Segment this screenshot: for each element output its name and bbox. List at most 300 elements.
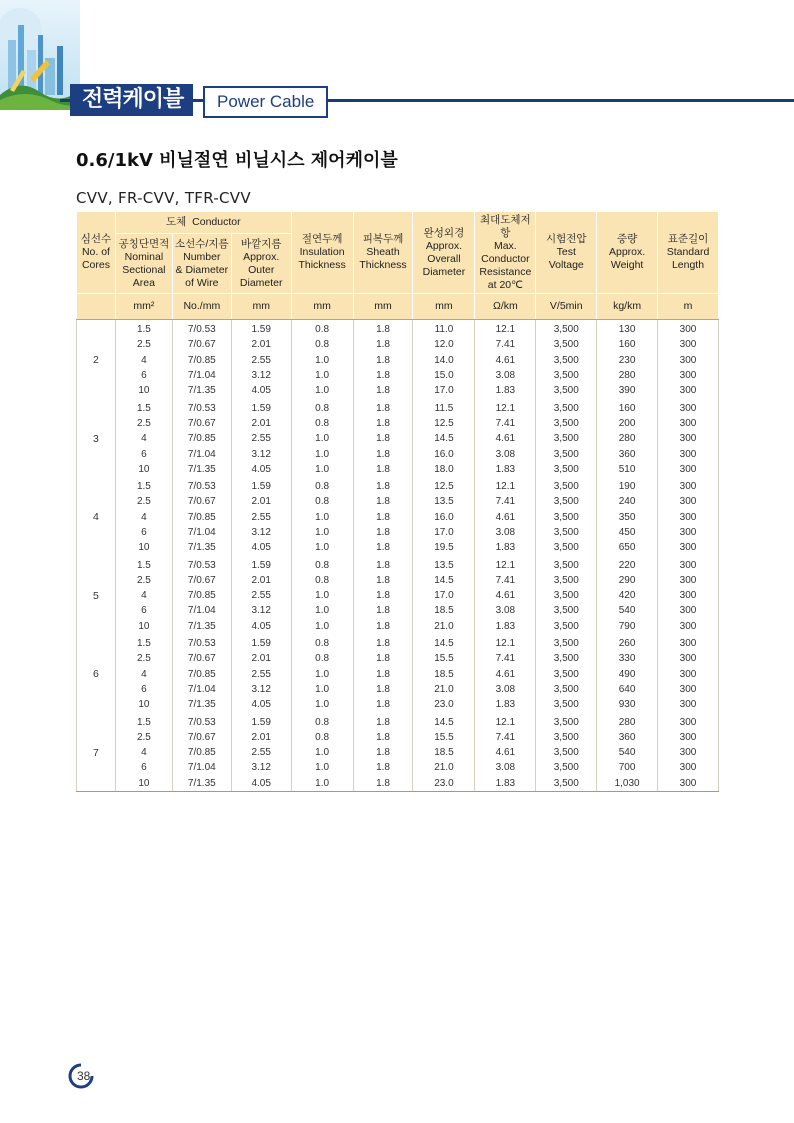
- table-cell: 300: [658, 540, 719, 555]
- unit-cell: mm²: [115, 294, 172, 320]
- col-wire: 소선수/지름 Number & Diameter of Wire: [172, 234, 231, 294]
- product-codes: CVV, FR-CVV, TFR-CVV: [76, 189, 251, 207]
- table-row: [77, 776, 719, 792]
- table-cell: 15.0: [413, 368, 475, 383]
- table-row: [77, 540, 719, 555]
- table-cell: 7/1.04: [172, 682, 231, 697]
- table-cell: 1.0: [291, 697, 353, 712]
- header-city-illustration: [0, 0, 80, 110]
- table-cell: 190: [597, 477, 658, 494]
- table-cell: 1.8: [353, 573, 413, 588]
- table-cell: 2.01: [231, 730, 291, 745]
- col-insulation: 절연두께 Insulation Thickness: [291, 212, 353, 294]
- cores-cell: 2: [77, 320, 116, 399]
- table-cell: 1.8: [353, 510, 413, 525]
- table-row: [77, 353, 719, 368]
- table-cell: 2.55: [231, 667, 291, 682]
- table-cell: 3,500: [536, 573, 597, 588]
- table-cell: 260: [597, 634, 658, 651]
- table-cell: 2.5: [115, 651, 172, 666]
- table-cell: 540: [597, 745, 658, 760]
- table-cell: 0.8: [291, 477, 353, 494]
- table-cell: 7/0.53: [172, 555, 231, 572]
- table-cell: 7/0.53: [172, 320, 231, 338]
- table-cell: 1.59: [231, 477, 291, 494]
- table-cell: 1.0: [291, 446, 353, 461]
- table-cell: 1.5: [115, 398, 172, 415]
- table-cell: 300: [658, 431, 719, 446]
- table-cell: 300: [658, 353, 719, 368]
- table-row: [77, 462, 719, 477]
- table-cell: 300: [658, 320, 719, 338]
- table-row: [77, 667, 719, 682]
- table-cell: 280: [597, 368, 658, 383]
- table-cell: 10: [115, 776, 172, 792]
- table-cell: 3,500: [536, 634, 597, 651]
- table-cell: 4.05: [231, 697, 291, 712]
- table-cell: 7/1.04: [172, 760, 231, 775]
- table-cell: 3,500: [536, 603, 597, 618]
- table-row: [77, 651, 719, 666]
- table-cell: 640: [597, 682, 658, 697]
- table-cell: 1.5: [115, 712, 172, 729]
- table-cell: 2.5: [115, 416, 172, 431]
- table-cell: 3.12: [231, 682, 291, 697]
- table-cell: 6: [115, 760, 172, 775]
- table-row: [77, 368, 719, 383]
- table-cell: 2.5: [115, 337, 172, 352]
- unit-cell: Ω/km: [475, 294, 536, 320]
- table-cell: 3.12: [231, 446, 291, 461]
- table-cell: 2.55: [231, 353, 291, 368]
- table-cell: 7.41: [475, 337, 536, 352]
- table-cell: 1.8: [353, 477, 413, 494]
- table-cell: 10: [115, 697, 172, 712]
- table-cell: 300: [658, 682, 719, 697]
- unit-cores: [77, 294, 116, 320]
- table-cell: 540: [597, 603, 658, 618]
- table-cell: 300: [658, 573, 719, 588]
- table-cell: 0.8: [291, 320, 353, 338]
- table-cell: 1.5: [115, 320, 172, 338]
- table-cell: 1.5: [115, 634, 172, 651]
- table-cell: 10: [115, 462, 172, 477]
- table-cell: 19.5: [413, 540, 475, 555]
- table-cell: 2.5: [115, 730, 172, 745]
- table-cell: 4: [115, 667, 172, 682]
- table-cell: 7/1.04: [172, 446, 231, 461]
- table-cell: 14.5: [413, 712, 475, 729]
- table-cell: 2.55: [231, 431, 291, 446]
- table-cell: 4.61: [475, 510, 536, 525]
- table-cell: 1.83: [475, 697, 536, 712]
- col-voltage: 시험전압 Test Voltage: [536, 212, 597, 294]
- table-row: [77, 697, 719, 712]
- table-cell: 7/0.85: [172, 510, 231, 525]
- table-cell: 930: [597, 697, 658, 712]
- table-cell: 1.0: [291, 462, 353, 477]
- table-cell: 300: [658, 398, 719, 415]
- table-cell: 15.5: [413, 651, 475, 666]
- table-cell: 3,500: [536, 540, 597, 555]
- table-cell: 1.8: [353, 337, 413, 352]
- table-cell: 1.8: [353, 416, 413, 431]
- table-cell: 300: [658, 651, 719, 666]
- table-cell: 3,500: [536, 760, 597, 775]
- table-cell: 1.5: [115, 555, 172, 572]
- table-cell: 1.0: [291, 540, 353, 555]
- table-cell: 3,500: [536, 494, 597, 509]
- table-cell: 3.12: [231, 525, 291, 540]
- table-cell: 1.0: [291, 760, 353, 775]
- table-cell: 3,500: [536, 477, 597, 494]
- table-cell: 1.8: [353, 745, 413, 760]
- table-cell: 4.05: [231, 462, 291, 477]
- unit-cell: mm: [413, 294, 475, 320]
- section-title-ko: 전력케이블: [70, 84, 193, 116]
- table-cell: 3,500: [536, 651, 597, 666]
- table-cell: 4: [115, 353, 172, 368]
- table-row: [77, 588, 719, 603]
- table-cell: 1.5: [115, 477, 172, 494]
- col-cores: 심선수 No. of Cores: [77, 212, 116, 294]
- table-cell: 3,500: [536, 667, 597, 682]
- table-cell: 1.0: [291, 383, 353, 398]
- table-row: [77, 416, 719, 431]
- table-cell: 3,500: [536, 462, 597, 477]
- table-cell: 14.5: [413, 573, 475, 588]
- table-cell: 17.0: [413, 588, 475, 603]
- table-cell: 1.8: [353, 525, 413, 540]
- table-row: [77, 712, 719, 729]
- table-cell: 18.5: [413, 603, 475, 618]
- table-cell: 3.08: [475, 760, 536, 775]
- table-cell: 4.61: [475, 431, 536, 446]
- table-cell: 3,500: [536, 682, 597, 697]
- table-cell: 3.08: [475, 446, 536, 461]
- table-cell: 2.55: [231, 588, 291, 603]
- table-cell: 6: [115, 603, 172, 618]
- table-cell: 420: [597, 588, 658, 603]
- table-cell: 7/0.53: [172, 398, 231, 415]
- table-cell: 3.12: [231, 760, 291, 775]
- table-cell: 4.61: [475, 588, 536, 603]
- table-cell: 130: [597, 320, 658, 338]
- table-cell: 12.1: [475, 712, 536, 729]
- cores-cell: 4: [77, 477, 116, 555]
- table-cell: 7/1.35: [172, 383, 231, 398]
- table-cell: 11.0: [413, 320, 475, 338]
- table-cell: 10: [115, 619, 172, 634]
- table-cell: 1.8: [353, 619, 413, 634]
- table-cell: 360: [597, 446, 658, 461]
- col-area: 공칭단면적 Nominal Sectional Area: [115, 234, 172, 294]
- table-cell: 300: [658, 760, 719, 775]
- table-cell: 3,500: [536, 730, 597, 745]
- table-cell: 200: [597, 416, 658, 431]
- table-cell: 17.0: [413, 383, 475, 398]
- table-cell: 510: [597, 462, 658, 477]
- table-cell: 4.61: [475, 667, 536, 682]
- page-number-wrap: [68, 1063, 94, 1089]
- table-cell: 14.0: [413, 353, 475, 368]
- table-cell: 1.0: [291, 667, 353, 682]
- table-cell: 2.01: [231, 337, 291, 352]
- table-cell: 1.8: [353, 776, 413, 792]
- table-cell: 1.0: [291, 776, 353, 792]
- table-cell: 300: [658, 446, 719, 461]
- table-cell: 14.5: [413, 634, 475, 651]
- table-cell: 650: [597, 540, 658, 555]
- table-cell: 1.83: [475, 776, 536, 792]
- table-row: [77, 619, 719, 634]
- table-row: [77, 337, 719, 352]
- table-cell: 350: [597, 510, 658, 525]
- table-cell: 1.8: [353, 383, 413, 398]
- table-cell: 3,500: [536, 555, 597, 572]
- table-cell: 300: [658, 588, 719, 603]
- table-cell: 1.0: [291, 603, 353, 618]
- table-cell: 300: [658, 712, 719, 729]
- table-row: [77, 525, 719, 540]
- table-row: [77, 477, 719, 494]
- table-cell: 7/0.67: [172, 730, 231, 745]
- unit-row: [77, 294, 719, 320]
- table-cell: 0.8: [291, 651, 353, 666]
- table-cell: 300: [658, 383, 719, 398]
- table-cell: 4: [115, 510, 172, 525]
- table-row: [77, 320, 719, 338]
- section-title-en: Power Cable: [203, 86, 328, 118]
- table-cell: 1.0: [291, 525, 353, 540]
- table-cell: 7/0.85: [172, 667, 231, 682]
- table-cell: 7/0.67: [172, 651, 231, 666]
- table-cell: 1,030: [597, 776, 658, 792]
- table-cell: 3,500: [536, 416, 597, 431]
- table-row: [77, 494, 719, 509]
- table-cell: 300: [658, 337, 719, 352]
- table-cell: 6: [115, 682, 172, 697]
- table-cell: 0.8: [291, 494, 353, 509]
- table-cell: 18.5: [413, 667, 475, 682]
- table-cell: 300: [658, 634, 719, 651]
- table-cell: 7/0.85: [172, 431, 231, 446]
- table-row: [77, 730, 719, 745]
- table-cell: 360: [597, 730, 658, 745]
- table-row: [77, 760, 719, 775]
- table-cell: 3,500: [536, 398, 597, 415]
- table-cell: 11.5: [413, 398, 475, 415]
- table-cell: 3,500: [536, 337, 597, 352]
- table-cell: 280: [597, 431, 658, 446]
- table-cell: 12.1: [475, 555, 536, 572]
- table-cell: 1.0: [291, 745, 353, 760]
- table-cell: 4.61: [475, 353, 536, 368]
- table-cell: 290: [597, 573, 658, 588]
- unit-cell: m: [658, 294, 719, 320]
- table-cell: 1.8: [353, 682, 413, 697]
- table-cell: 3,500: [536, 368, 597, 383]
- table-row: [77, 555, 719, 572]
- table-cell: 0.8: [291, 416, 353, 431]
- table-cell: 1.59: [231, 398, 291, 415]
- table-row: [77, 682, 719, 697]
- table-cell: 12.1: [475, 320, 536, 338]
- table-cell: 10: [115, 540, 172, 555]
- table-cell: 3,500: [536, 619, 597, 634]
- table-cell: 12.1: [475, 477, 536, 494]
- table-cell: 3,500: [536, 431, 597, 446]
- table-cell: 1.83: [475, 540, 536, 555]
- table-cell: 7/1.35: [172, 462, 231, 477]
- table-cell: 230: [597, 353, 658, 368]
- table-cell: 1.0: [291, 682, 353, 697]
- table-cell: 1.8: [353, 431, 413, 446]
- table-cell: 1.8: [353, 446, 413, 461]
- table-cell: 300: [658, 416, 719, 431]
- table-cell: 0.8: [291, 730, 353, 745]
- unit-cell: kg/km: [597, 294, 658, 320]
- table-cell: 12.0: [413, 337, 475, 352]
- col-group-conductor: 도체 Conductor: [115, 212, 291, 234]
- table-cell: 1.8: [353, 712, 413, 729]
- table-cell: 4.05: [231, 776, 291, 792]
- table-cell: 7/1.35: [172, 776, 231, 792]
- table-cell: 700: [597, 760, 658, 775]
- table-cell: 1.8: [353, 540, 413, 555]
- table-cell: 14.5: [413, 431, 475, 446]
- table-cell: 1.0: [291, 510, 353, 525]
- table-cell: 1.0: [291, 588, 353, 603]
- table-cell: 3,500: [536, 697, 597, 712]
- table-cell: 300: [658, 745, 719, 760]
- table-cell: 4: [115, 431, 172, 446]
- cores-cell: 7: [77, 712, 116, 791]
- cores-cell: 3: [77, 398, 116, 476]
- cores-cell: 6: [77, 634, 116, 712]
- table-row: [77, 573, 719, 588]
- table-cell: 17.0: [413, 525, 475, 540]
- table-row: [77, 510, 719, 525]
- table-cell: 7/0.67: [172, 416, 231, 431]
- table-cell: 240: [597, 494, 658, 509]
- table-cell: 1.8: [353, 667, 413, 682]
- table-cell: 1.8: [353, 494, 413, 509]
- table-cell: 1.8: [353, 760, 413, 775]
- page-number: 38: [77, 1069, 91, 1083]
- table-cell: 6: [115, 446, 172, 461]
- table-cell: 0.8: [291, 573, 353, 588]
- table-cell: 3.08: [475, 525, 536, 540]
- table-cell: 1.8: [353, 555, 413, 572]
- table-cell: 7.41: [475, 494, 536, 509]
- table-cell: 4: [115, 745, 172, 760]
- table-cell: 4.05: [231, 619, 291, 634]
- table-cell: 7/0.53: [172, 712, 231, 729]
- table-cell: 1.8: [353, 462, 413, 477]
- table-cell: 2.01: [231, 651, 291, 666]
- table-row: [77, 634, 719, 651]
- table-cell: 7/0.67: [172, 337, 231, 352]
- table-cell: 3.08: [475, 603, 536, 618]
- table-cell: 3.08: [475, 368, 536, 383]
- table-cell: 16.0: [413, 446, 475, 461]
- table-cell: 300: [658, 619, 719, 634]
- table-cell: 300: [658, 730, 719, 745]
- table-cell: 1.8: [353, 368, 413, 383]
- table-cell: 4.05: [231, 540, 291, 555]
- table-cell: 1.8: [353, 320, 413, 338]
- spec-table: [76, 211, 719, 792]
- table-cell: 2.5: [115, 494, 172, 509]
- table-cell: 3,500: [536, 383, 597, 398]
- table-cell: 790: [597, 619, 658, 634]
- unit-cell: mm: [231, 294, 291, 320]
- col-sheath: 피복두께 Sheath Thickness: [353, 212, 413, 294]
- table-cell: 160: [597, 398, 658, 415]
- table-cell: 3,500: [536, 320, 597, 338]
- table-cell: 6: [115, 525, 172, 540]
- table-cell: 6: [115, 368, 172, 383]
- table-cell: 3,500: [536, 588, 597, 603]
- table-cell: 7/0.85: [172, 588, 231, 603]
- table-cell: 1.8: [353, 588, 413, 603]
- table-cell: 490: [597, 667, 658, 682]
- table-cell: 21.0: [413, 682, 475, 697]
- table-cell: 7/0.53: [172, 477, 231, 494]
- table-cell: 13.5: [413, 494, 475, 509]
- table-cell: 1.8: [353, 697, 413, 712]
- table-cell: 1.0: [291, 619, 353, 634]
- table-cell: 300: [658, 477, 719, 494]
- table-cell: 3,500: [536, 510, 597, 525]
- table-cell: 13.5: [413, 555, 475, 572]
- table-cell: 0.8: [291, 337, 353, 352]
- table-cell: 450: [597, 525, 658, 540]
- table-cell: 1.8: [353, 353, 413, 368]
- table-cell: 3,500: [536, 745, 597, 760]
- table-cell: 7.41: [475, 573, 536, 588]
- table-cell: 0.8: [291, 398, 353, 415]
- col-length: 표준길이 Standard Length: [658, 212, 719, 294]
- table-cell: 300: [658, 667, 719, 682]
- col-weight: 중량 Approx. Weight: [597, 212, 658, 294]
- table-cell: 300: [658, 494, 719, 509]
- table-cell: 1.83: [475, 619, 536, 634]
- table-cell: 7.41: [475, 730, 536, 745]
- table-cell: 330: [597, 651, 658, 666]
- table-cell: 3,500: [536, 776, 597, 792]
- table-cell: 1.59: [231, 712, 291, 729]
- table-cell: 1.83: [475, 383, 536, 398]
- table-cell: 390: [597, 383, 658, 398]
- table-cell: 18.5: [413, 745, 475, 760]
- table-cell: 2.01: [231, 494, 291, 509]
- table-cell: 23.0: [413, 776, 475, 792]
- table-cell: 4.61: [475, 745, 536, 760]
- unit-cell: No./mm: [172, 294, 231, 320]
- table-cell: 1.8: [353, 651, 413, 666]
- table-cell: 3.08: [475, 682, 536, 697]
- table-cell: 300: [658, 603, 719, 618]
- table-cell: 300: [658, 555, 719, 572]
- table-cell: 1.0: [291, 368, 353, 383]
- table-row: [77, 745, 719, 760]
- table-cell: 7/1.35: [172, 697, 231, 712]
- table-cell: 7/1.04: [172, 368, 231, 383]
- table-cell: 1.59: [231, 634, 291, 651]
- table-cell: 3,500: [536, 525, 597, 540]
